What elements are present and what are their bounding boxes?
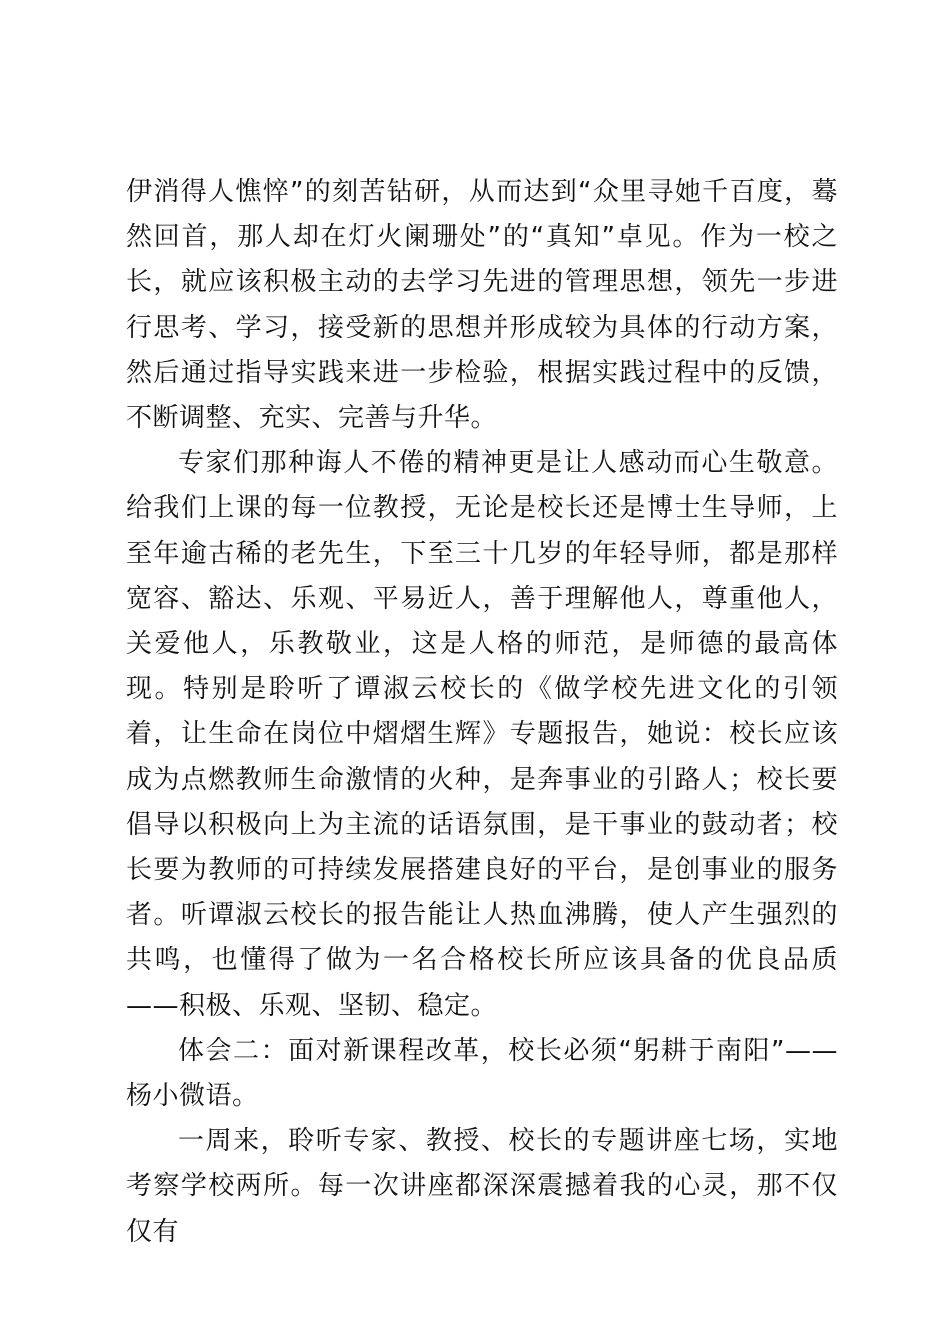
paragraph-1: 伊消得人憔悴”的刻苦钻研，从而达到“众里寻她千百度，蓦然回首，那人却在灯火阑珊处”的“真知”卓见。作为一校之长，就应该积极主动的去学习先进的管理思想，领先一步进行思考、学习，接受新的思想并形成较为具体的行动方案，然后通过指导实践来进一步检验，根据实践过程中的反馈，不断调整、充实、完善与升华。: [126, 177, 838, 434]
paragraph-2: 专家们那种诲人不倦的精神更是让人感动而心生敬意。给我们上课的每一位教授，无论是校长还是博士生导师，上至年逾古稀的老先生，下至三十几岁的年轻导师，都是那样宽容、豁达、乐观、平易近人，善于理解他人，尊重他人，关爱他人，乐教敬业，这是人格的师范，是师德的最高体现。特别是聆听了谭淑云校长的《做学校先进文化的引领着，让生命在岗位中熠熠生辉》专题报告，她说：校长应该成为点燃教师生命激情的火种，是奔事业的引路人；校长要倡导以积极向上为主流的话语氛围，是干事业的鼓动者；校长要为教师的可持续发展搭建良好的平台，是创事业的服务者。听谭淑云校长的报告能让人热血沸腾，使人产生强烈的共鸣，也懂得了做为一名合格校长所应该具备的优良品质——积极、乐观、坚韧、稳定。: [126, 448, 838, 1021]
paragraph-3: 体会二：面对新课程改革，校长必须“躬耕于南阳”——杨小微语。: [126, 1035, 838, 1112]
document-body: [126, 170, 838, 1255]
paragraph-4: 一周来，聆听专家、教授、校长的专题讲座七场，实地考察学校两所。每一次讲座都深深震撼着我的心灵，那不仅仅有: [126, 1126, 838, 1247]
